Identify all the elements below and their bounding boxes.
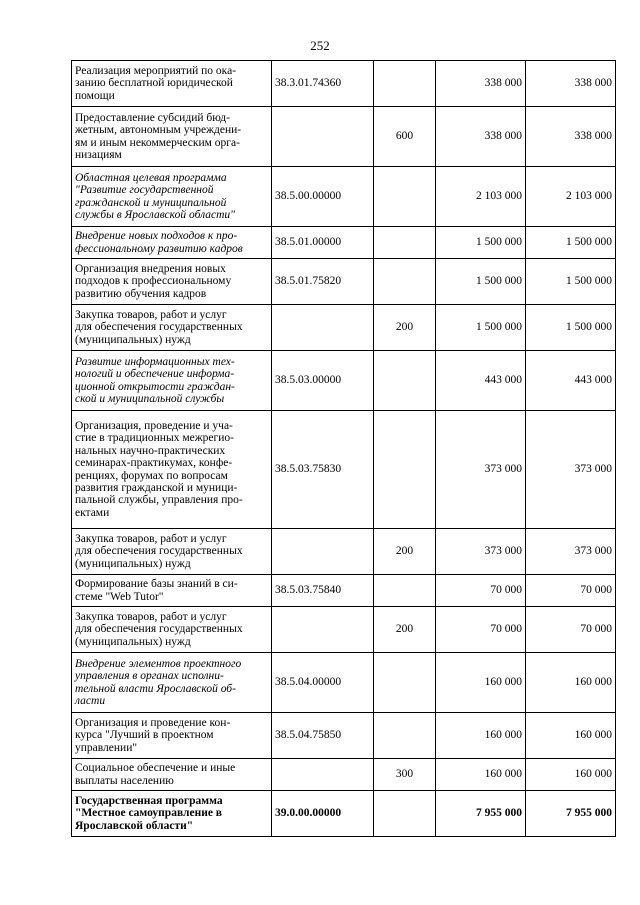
row-value-1-cell: 1 500 000 [436, 227, 526, 259]
row-code-cell: 38.3.01.74360 [272, 61, 374, 107]
row-code-cell: 38.5.03.75830 [272, 411, 374, 529]
table-row [72, 529, 616, 575]
row-name-cell: Государственная программа "Местное самоуправление в Ярославской области" [72, 791, 272, 837]
row-name-cell: Областная целевая программа "Развитие государственной гражданской и муниципальной службы в Ярославской области" [72, 167, 272, 227]
row-type-cell [374, 61, 436, 107]
table-row [72, 259, 616, 305]
row-name-cell: Развитие информационных тех- нологий и обеспечение информа- ционной открытости граждан- ской и муниципальной службы [72, 351, 272, 411]
row-type-cell: 200 [374, 305, 436, 351]
row-value-1-cell: 7 955 000 [436, 791, 526, 837]
row-name-cell: Организация, проведение и уча- стие в традиционных межрегио- нальных научно-практических семинарах-практикумах, конфе- ренциях, форумах по вопросам развития гражданской и муници- пальной службы, управления про- ектами [72, 411, 272, 529]
row-value-2-cell: 160 000 [526, 653, 616, 713]
row-type-cell [374, 259, 436, 305]
row-type-cell: 600 [374, 107, 436, 167]
row-value-2-cell: 70 000 [526, 607, 616, 653]
row-value-2-cell: 373 000 [526, 411, 616, 529]
row-value-2-cell: 7 955 000 [526, 791, 616, 837]
row-code-cell [272, 759, 374, 791]
row-code-cell [272, 529, 374, 575]
row-value-1-cell: 338 000 [436, 107, 526, 167]
row-value-2-cell: 70 000 [526, 575, 616, 607]
row-value-1-cell: 160 000 [436, 759, 526, 791]
row-code-cell: 38.5.01.75820 [272, 259, 374, 305]
budget-table [71, 60, 616, 837]
row-value-1-cell: 2 103 000 [436, 167, 526, 227]
table-row [72, 305, 616, 351]
row-value-2-cell: 1 500 000 [526, 305, 616, 351]
row-type-cell [374, 167, 436, 227]
row-code-cell [272, 607, 374, 653]
row-code-cell: 38.5.04.00000 [272, 653, 374, 713]
row-value-1-cell: 160 000 [436, 653, 526, 713]
table-row [72, 759, 616, 791]
row-type-cell: 300 [374, 759, 436, 791]
row-value-1-cell: 373 000 [436, 411, 526, 529]
row-type-cell: 200 [374, 607, 436, 653]
row-name-cell: Закупка товаров, работ и услуг для обеспечения государственных (муниципальных) нужд [72, 529, 272, 575]
budget-table-body [72, 61, 616, 837]
table-row [72, 61, 616, 107]
row-code-cell: 38.5.04.75850 [272, 713, 374, 759]
row-code-cell: 38.5.03.75840 [272, 575, 374, 607]
row-name-cell: Внедрение элементов проектного управления в органах исполни- тельной власти Ярославской об- ласти [72, 653, 272, 713]
row-code-cell: 38.5.00.00000 [272, 167, 374, 227]
row-value-1-cell: 1 500 000 [436, 305, 526, 351]
row-name-cell: Закупка товаров, работ и услуг для обеспечения государственных (муниципальных) нужд [72, 607, 272, 653]
row-value-1-cell: 70 000 [436, 575, 526, 607]
row-type-cell [374, 713, 436, 759]
table-row [72, 607, 616, 653]
row-value-2-cell: 1 500 000 [526, 259, 616, 305]
row-code-cell: 39.0.00.00000 [272, 791, 374, 837]
page-number: 252 [310, 38, 330, 53]
row-type-cell [374, 351, 436, 411]
row-type-cell [374, 227, 436, 259]
table-row [72, 713, 616, 759]
row-value-1-cell: 160 000 [436, 713, 526, 759]
row-type-cell [374, 411, 436, 529]
row-value-1-cell: 338 000 [436, 61, 526, 107]
row-value-1-cell: 70 000 [436, 607, 526, 653]
row-value-2-cell: 338 000 [526, 107, 616, 167]
table-row [72, 411, 616, 529]
row-name-cell: Организация внедрения новых подходов к профессиональному развитию обучения кадров [72, 259, 272, 305]
row-code-cell: 38.5.01.00000 [272, 227, 374, 259]
row-code-cell: 38.5.03.00000 [272, 351, 374, 411]
row-value-1-cell: 373 000 [436, 529, 526, 575]
table-row [72, 351, 616, 411]
table-row [72, 653, 616, 713]
row-code-cell [272, 305, 374, 351]
row-value-1-cell: 443 000 [436, 351, 526, 411]
row-value-2-cell: 338 000 [526, 61, 616, 107]
row-name-cell: Реализация мероприятий по ока- занию бесплатной юридической помощи [72, 61, 272, 107]
row-value-2-cell: 2 103 000 [526, 167, 616, 227]
row-type-cell [374, 575, 436, 607]
row-type-cell: 200 [374, 529, 436, 575]
row-type-cell [374, 653, 436, 713]
row-name-cell: Организация и проведение кон- курса "Лучший в проектном управлении" [72, 713, 272, 759]
row-name-cell: Внедрение новых подходов к про- фессиональному развитию кадров [72, 227, 272, 259]
table-row [72, 575, 616, 607]
row-value-2-cell: 443 000 [526, 351, 616, 411]
row-value-1-cell: 1 500 000 [436, 259, 526, 305]
row-value-2-cell: 1 500 000 [526, 227, 616, 259]
row-name-cell: Формирование базы знаний в си- стеме "Web Tutor" [72, 575, 272, 607]
row-value-2-cell: 160 000 [526, 759, 616, 791]
table-row [72, 791, 616, 837]
row-code-cell [272, 107, 374, 167]
table-row [72, 107, 616, 167]
row-name-cell: Закупка товаров, работ и услуг для обеспечения государственных (муниципальных) нужд [72, 305, 272, 351]
row-value-2-cell: 160 000 [526, 713, 616, 759]
row-name-cell: Предоставление субсидий бюд- жетным, автономным учреждени- ям и иным некоммерческим орга- низациям [72, 107, 272, 167]
table-row [72, 167, 616, 227]
row-value-2-cell: 373 000 [526, 529, 616, 575]
row-name-cell: Социальное обеспечение и иные выплаты населению [72, 759, 272, 791]
row-type-cell [374, 791, 436, 837]
table-row [72, 227, 616, 259]
